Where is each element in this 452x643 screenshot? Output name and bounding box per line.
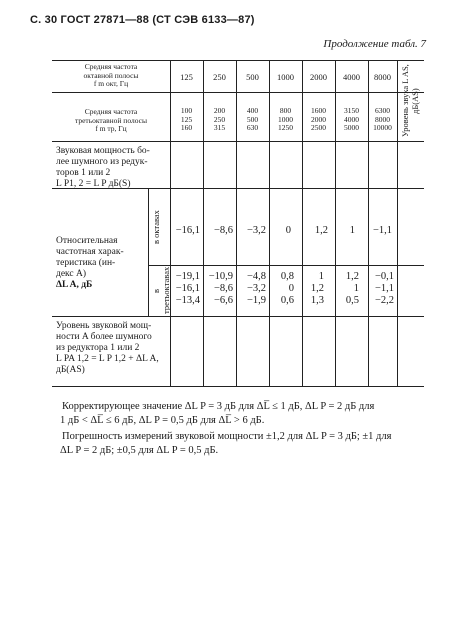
freq: 400: [246, 106, 259, 115]
value: 1,2: [310, 283, 324, 294]
value: 1: [318, 271, 324, 282]
freq: 500: [246, 114, 259, 124]
freq: 10000: [373, 123, 392, 132]
freq: 160: [180, 123, 193, 132]
label-line: Уровень звуковой мощ-: [56, 321, 152, 331]
value: −0,1: [374, 271, 394, 282]
value: −13,4: [175, 295, 200, 306]
accuracy-note-cont: ΔL P = 2 дБ; ±0,5 для ΔL P = 0,5 дБ.: [60, 445, 219, 456]
table-bottom-rule: [52, 386, 424, 387]
label-line: Звуковая мощность бо-: [56, 146, 150, 156]
table-rule: [148, 188, 149, 316]
third-value-cell: [236, 271, 266, 307]
third-freq-cell: [335, 107, 368, 133]
freq: 4000: [344, 114, 359, 124]
third-freq-cell: [302, 107, 335, 133]
freq: 2000: [311, 114, 326, 124]
value: −8,6: [213, 283, 233, 294]
sound-power-row-label: [56, 146, 168, 190]
third-freq-cell: [368, 107, 397, 133]
freq: 5000: [344, 123, 359, 132]
octave-value-cell: 1,2: [314, 225, 328, 236]
label-line: Средняя частота: [84, 107, 138, 116]
value: 0,5: [345, 295, 359, 306]
third-value-cell: [203, 271, 233, 307]
label-line: декс A): [56, 269, 87, 279]
label-line: третьоктавной полосы: [74, 115, 148, 125]
value: −10,9: [208, 271, 233, 282]
octave-value-cell: −3,2: [246, 225, 266, 236]
value: −3,2: [246, 283, 266, 294]
octave-freq-cell: 4000: [343, 72, 360, 82]
value: −16,1: [175, 283, 200, 294]
third-value-cell: [170, 271, 200, 307]
octave-freq-cell: 2000: [310, 72, 327, 82]
label-line: частотная харак-: [56, 247, 124, 257]
value: −4,8: [246, 271, 266, 282]
label-line: ности A более шумного: [56, 332, 152, 342]
value: 1,2: [345, 271, 359, 282]
label-line: L P1, 2 = L P дБ(S): [56, 179, 131, 189]
label-line: из редуктора 1 или 2: [56, 343, 140, 353]
table-rule: [148, 265, 424, 266]
third-value-cell: [368, 271, 394, 307]
octave-value-cell: 1: [349, 225, 355, 236]
freq: 250: [213, 114, 226, 124]
value: −1,1: [374, 283, 394, 294]
correction-note: [52, 400, 426, 414]
value: 0,6: [280, 295, 294, 306]
third-freq-cell: [170, 107, 203, 133]
value: −1,9: [246, 295, 266, 306]
freq: 125: [180, 114, 193, 124]
label-line: L PA 1,2 = L P 1,2 + ΔL A,: [56, 354, 159, 364]
octave-freq-cell: 1000: [277, 72, 294, 82]
note-line: Погрешность измерений звуковой мощности ±1,2 для ΔL P = 3 дБ; ±1 для: [62, 431, 392, 442]
a-weighted-power-row-label: [56, 321, 168, 376]
value: 0,8: [280, 271, 294, 282]
freq: 1000: [278, 114, 293, 124]
third-value-cell: [335, 271, 359, 307]
freq: 8000: [375, 114, 390, 124]
label-line: f m окт, Гц: [93, 79, 129, 88]
third-freq-cell: [269, 107, 302, 133]
third-freq-cell: [203, 107, 236, 133]
octave-freq-cell: 8000: [374, 72, 391, 82]
third-value-cell: [302, 271, 324, 307]
label-line: Относительная: [56, 236, 118, 246]
a-weighting-row-label: [56, 236, 148, 291]
freq: 100: [180, 106, 193, 115]
freq: 2500: [311, 123, 326, 132]
correction-note-cont: 1 дБ < ΔL̅ ≤ 6 дБ, ΔL P = 0,5 дБ для ΔL̅ > 6 дБ.: [60, 415, 265, 426]
value: −6,6: [213, 295, 233, 306]
freq: 200: [213, 106, 226, 115]
octave-value-cell: −16,1: [175, 225, 200, 236]
label-line: теристика (ин-: [56, 258, 116, 268]
value: 0: [288, 283, 294, 294]
label-line: Средняя частота: [84, 62, 138, 71]
value: −2,2: [374, 295, 394, 306]
sound-level-column-label: Уровень звука L AS, дБ(AS): [400, 64, 420, 138]
freq: 315: [213, 123, 226, 132]
table-rule: [397, 60, 398, 386]
third-value-cell: [269, 271, 294, 307]
freq: 630: [246, 123, 259, 132]
freq: 3150: [344, 106, 359, 115]
table-continuation-caption: Продолжение табл. 7: [323, 38, 426, 50]
label-line: лее шумного из редук-: [56, 157, 148, 167]
octave-freq-cell: 500: [246, 72, 259, 82]
label-line: дБ(AS): [56, 365, 85, 375]
freq: 1250: [278, 123, 293, 132]
octave-value-cell: 0: [285, 225, 291, 236]
octave-frequency-label: [52, 63, 170, 89]
octave-freq-cell: 125: [180, 72, 193, 82]
value: 1,3: [310, 295, 324, 306]
third-freq-cell: [236, 107, 269, 133]
octave-value-cell: −8,6: [213, 225, 233, 236]
octave-value-cell: −1,1: [372, 225, 392, 236]
value: 1: [353, 283, 359, 294]
freq: 6300: [375, 106, 390, 115]
label-line: торов 1 или 2: [56, 168, 111, 178]
freq: 800: [279, 106, 292, 115]
freq: 1600: [311, 106, 326, 115]
third-octave-frequency-label: [52, 108, 170, 134]
octave-subrow-tag: в октавах: [151, 210, 161, 244]
label-line: f m тр, Гц: [95, 124, 127, 133]
value: −19,1: [175, 271, 200, 282]
octave-freq-cell: 250: [213, 72, 226, 82]
third-octave-subrow-tag: в третьоктавах: [151, 266, 171, 314]
label-line: октавной полосы: [83, 70, 139, 80]
note-line: Корректирующее значение ΔL P = 3 дБ для ΔL̅ ≤ 1 дБ, ΔL P = 2 дБ для: [62, 401, 375, 412]
page-header: С. 30 ГОСТ 27871—88 (СТ СЭВ 6133—87): [30, 14, 255, 26]
accuracy-note: [52, 430, 426, 444]
label-line: ΔL A, дБ: [56, 280, 93, 290]
